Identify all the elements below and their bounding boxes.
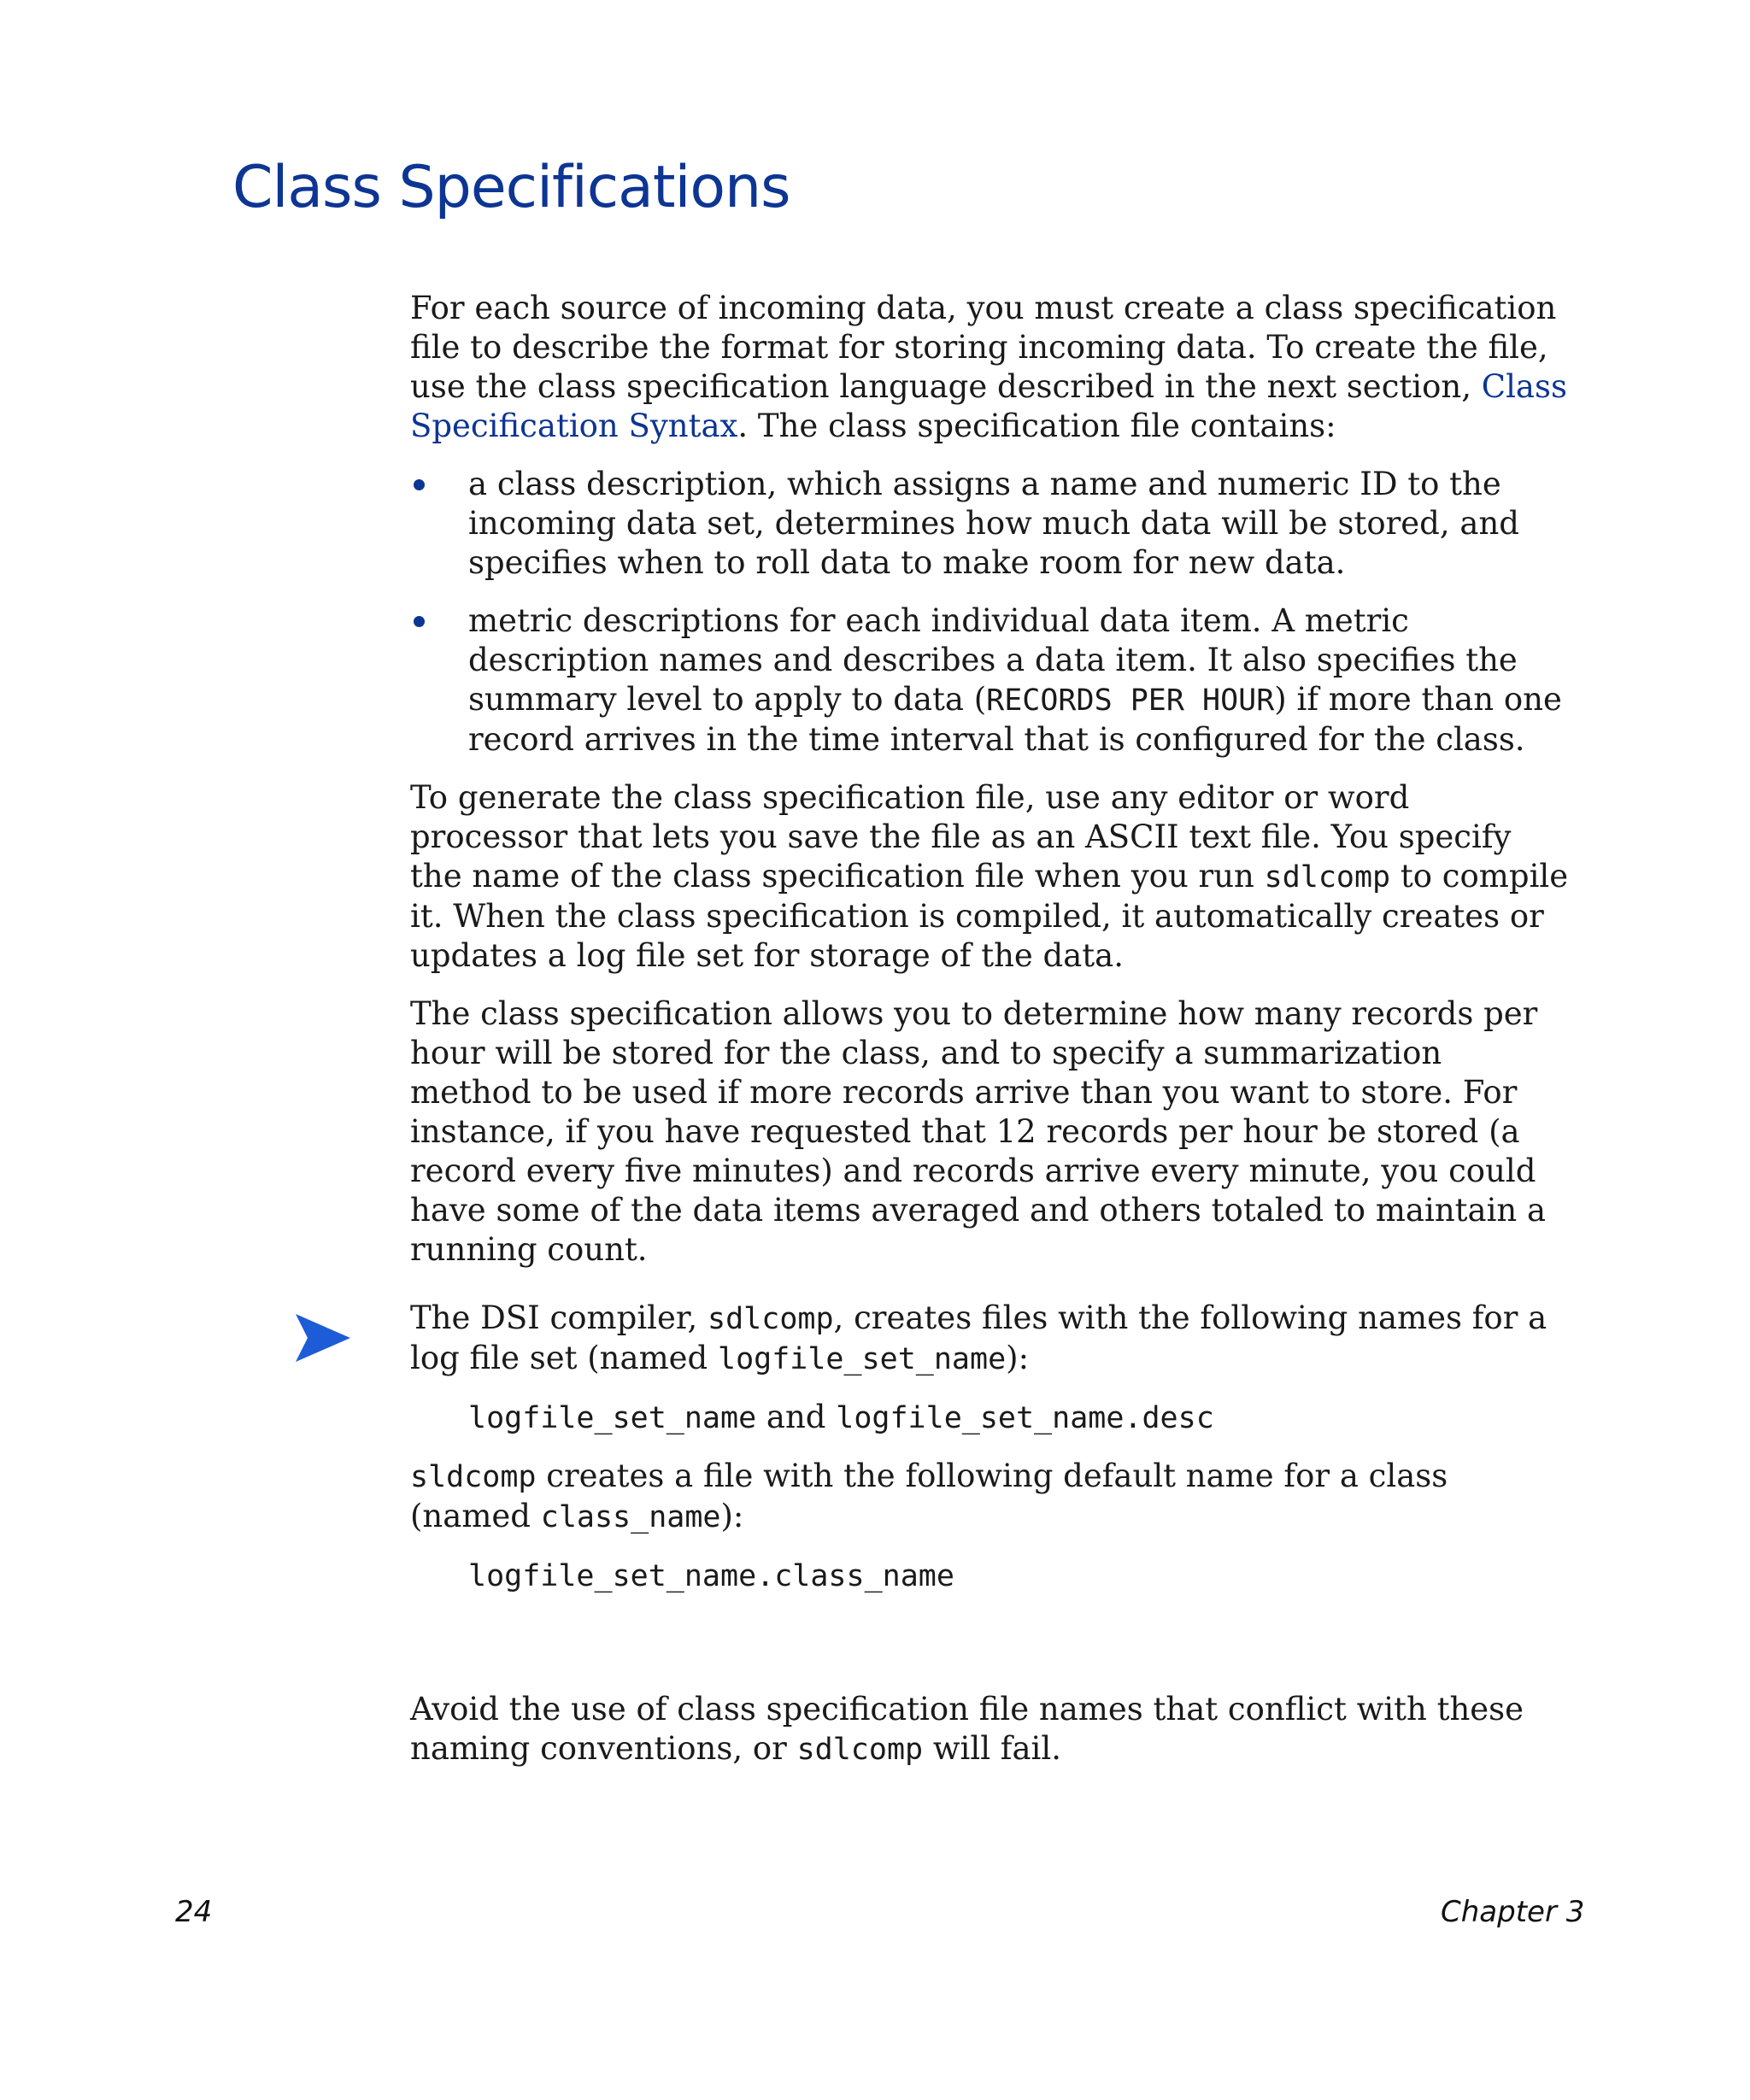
note-text: creates a file with the following default name for a class (named	[410, 1458, 1448, 1534]
sdlcomp-code: sdlcomp	[796, 1733, 924, 1767]
intro-text: For each source of incoming data, you must create a class specification file to describe the format for storing incoming data. To create the file, use the class specification language described in the next section,	[410, 290, 1557, 405]
sdlcomp-code: sdlcomp	[708, 1302, 834, 1336]
bullet-icon	[414, 616, 425, 627]
sdlcomp-code: sdlcomp	[1264, 860, 1391, 895]
intro-paragraph	[410, 289, 1572, 446]
avoid-paragraph	[410, 1690, 1572, 1769]
note-text: ):	[1006, 1340, 1030, 1376]
note-text: ):	[720, 1498, 744, 1534]
note-block	[410, 1299, 1572, 1615]
logfile-set-name-desc-code: logfile_set_name.desc	[836, 1401, 1214, 1435]
class-name-code: class_name	[540, 1500, 721, 1534]
class-specification-syntax-link[interactable]: Class Specification Syntax	[410, 368, 1567, 444]
records-per-hour-code: RECORDS PER HOUR	[986, 683, 1275, 718]
list-item	[410, 465, 1572, 583]
list-item	[410, 601, 1572, 760]
bullet-icon	[414, 479, 425, 490]
main-content	[410, 289, 1572, 1270]
note-text: The DSI compiler,	[410, 1299, 708, 1336]
logfile-set-name-code: logfile_set_name	[468, 1401, 757, 1435]
chapter-label: Chapter 3	[1441, 1895, 1585, 1929]
code-example-1	[468, 1398, 1572, 1438]
logfile-set-name-class-name-code: logfile_set_name.class_name	[468, 1559, 954, 1593]
sldcomp-code: sldcomp	[410, 1460, 537, 1494]
generate-paragraph	[410, 778, 1572, 976]
page-number: 24	[175, 1895, 213, 1929]
note-text: , creates files with the following names for a log file set (named	[410, 1299, 1547, 1376]
avoid-text: Avoid the use of class specification file names that conflict with these naming conventions, or	[410, 1691, 1524, 1767]
generate-text: To generate the class specification file, use any editor or word processor that lets you save the file as an ASCII text file. You specify the name of the class specification file when you run	[410, 779, 1512, 895]
note-paragraph	[410, 1299, 1572, 1379]
bullet-text: a class description, which assigns a name and numeric ID to the incoming data set, determines how much data will be stored, and specifies when to roll data to make room for new data.	[468, 466, 1519, 581]
bullet-text: metric descriptions for each individual data item. A metric description names and describes a data item. It also specifies the summary level to apply to data (	[468, 602, 1518, 718]
logfile-set-name-code: logfile_set_name	[718, 1342, 1007, 1376]
avoid-text-end: will fail.	[923, 1730, 1061, 1767]
note-paragraph-2	[410, 1457, 1572, 1537]
summarization-paragraph: The class specification allows you to determine how many records per hour will be stored for the class, and to specify a summarization method to be used if more records arrive than you want to store. For instance, if you have requested that 12 records per hour be stored (a record every five minutes) and records arrive every minute, you could have some of the data items averaged and others totaled to maintain a running count.	[410, 995, 1547, 1268]
generate-text-end: to compile it. When the class specification is compiled, it automatically creates or updates a log file set for storage of the data.	[410, 858, 1569, 974]
right-arrow-icon	[294, 1312, 352, 1364]
page-title: Class Specifications	[232, 154, 790, 221]
code-example-2	[468, 1556, 1572, 1596]
bullet-list	[410, 465, 1572, 760]
and-text: and	[756, 1399, 837, 1435]
bullet-text-end: ) if more than one record arrives in the time interval that is configured for the class.	[468, 681, 1562, 758]
intro-text-end: . The class specification file contains:	[737, 408, 1336, 444]
warning-block	[410, 1690, 1572, 1769]
